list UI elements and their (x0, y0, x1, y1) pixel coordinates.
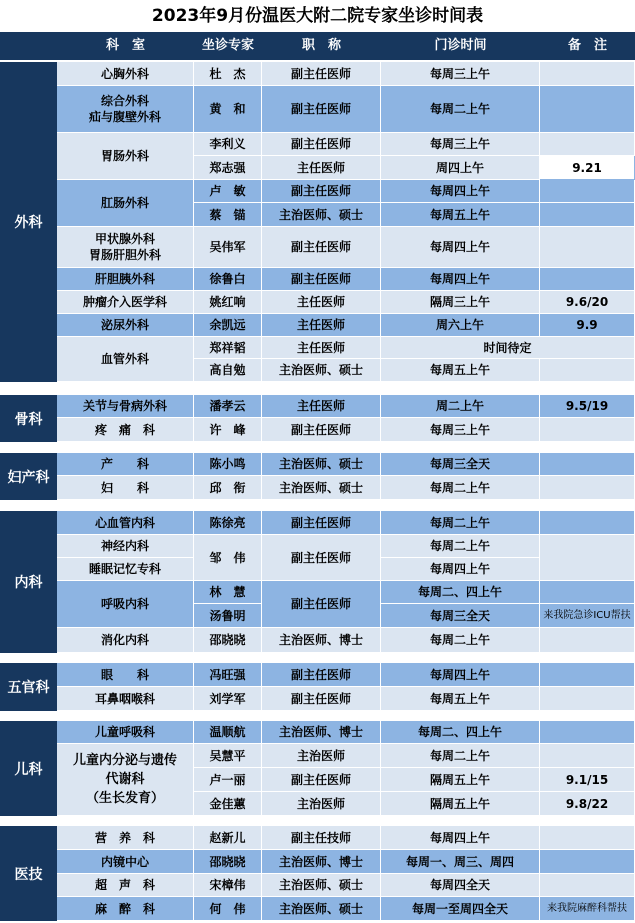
expert-cell: 冯旺强 (194, 663, 262, 687)
title-cell: 主任医师 (262, 291, 381, 314)
page-title: 2023年9月份温医大附二院专家坐诊时间表 (0, 0, 635, 31)
title-cell: 主任医师 (262, 337, 381, 359)
time-cell: 每周一、周三、周四 (381, 850, 540, 874)
section-wuguan (0, 663, 635, 711)
note-cell (540, 535, 635, 581)
note-cell (540, 744, 635, 768)
title-cell: 副主任医师 (262, 418, 381, 442)
section-label: 外科 (0, 62, 57, 382)
note-cell: 9.21 (540, 156, 635, 180)
time-cell: 每周三全天 (381, 604, 540, 628)
time-cell: 每周四上午 (381, 826, 540, 850)
dept-cell: 肿瘤介入医学科 (57, 291, 194, 314)
note-cell (540, 418, 635, 442)
time-cell: 隔周五上午 (381, 768, 540, 792)
note-cell (540, 180, 635, 203)
note-cell (540, 133, 635, 156)
time-cell: 每周二上午 (381, 535, 540, 558)
title-cell: 主治医师、硕士 (262, 476, 381, 500)
dept-cell: 神经内科 (57, 535, 194, 558)
note-cell (540, 874, 635, 897)
title-cell: 副主任医师 (262, 86, 381, 133)
title-cell: 副主任医师 (262, 663, 381, 687)
time-cell: 隔周五上午 (381, 792, 540, 816)
section-waike (0, 62, 635, 382)
time-cell: 每周三上午 (381, 418, 540, 442)
time-cell: 每周四上午 (381, 268, 540, 291)
expert-cell: 许 峰 (194, 418, 262, 442)
time-cell: 每周二、四上午 (381, 721, 540, 744)
note-cell: 9.1/15 (540, 768, 635, 792)
note-cell (540, 203, 635, 227)
section-label: 医技 (0, 826, 57, 921)
dept-cell: 超 声 科 (57, 874, 194, 897)
dept-cell: 肛肠外科 (57, 180, 194, 227)
time-cell: 隔周三上午 (381, 291, 540, 314)
dept-cell: 耳鼻咽喉科 (57, 687, 194, 711)
dept-cell: 关节与骨病外科 (57, 395, 194, 418)
expert-cell: 林 慧 (194, 581, 262, 604)
expert-cell: 潘孝云 (194, 395, 262, 418)
note-cell (540, 663, 635, 687)
header-dept: 科 室 (105, 38, 145, 53)
expert-cell: 金佳蕙 (194, 792, 262, 816)
expert-cell: 宋樟伟 (194, 874, 262, 897)
section-label: 五官科 (0, 663, 57, 711)
expert-cell: 郑祥韬 (194, 337, 262, 359)
expert-cell: 李利义 (194, 133, 262, 156)
time-cell: 每周四全天 (381, 874, 540, 897)
section-label: 儿科 (0, 721, 57, 816)
title-cell: 主治医师、博士 (262, 628, 381, 653)
section-guke (0, 395, 635, 442)
note-cell (540, 476, 635, 500)
expert-cell: 吴伟军 (194, 227, 262, 268)
header-time: 门诊时间 (434, 38, 487, 53)
title-cell: 主治医师、硕士 (262, 453, 381, 476)
expert-cell: 邱 衔 (194, 476, 262, 500)
note-cell (540, 850, 635, 874)
dept-cell: 麻 醉 科 (57, 897, 194, 921)
dept-cell: 内镜中心 (57, 850, 194, 874)
dept-cell: 儿童呼吸科 (57, 721, 194, 744)
dept-cell: 睡眠记忆专科 (57, 558, 194, 581)
section-label: 内科 (0, 511, 57, 653)
title-cell: 副主任医师 (262, 581, 381, 628)
note-cell (540, 453, 635, 476)
expert-cell: 徐鲁白 (194, 268, 262, 291)
expert-cell: 卢一丽 (194, 768, 262, 792)
note-cell (540, 86, 635, 133)
expert-cell: 陈徐亮 (194, 511, 262, 535)
title-cell: 主治医师 (262, 792, 381, 816)
time-cell: 每周三上午 (381, 133, 540, 156)
title-cell: 副主任医师 (262, 535, 381, 581)
title-cell: 主任医师 (262, 314, 381, 337)
dept-cell: 呼吸内科 (57, 581, 194, 628)
expert-cell: 高自勉 (194, 359, 262, 382)
note-cell (540, 628, 635, 653)
time-cell: 每周二上午 (381, 628, 540, 653)
dept-cell: 消化内科 (57, 628, 194, 653)
time-cell: 每周二上午 (381, 86, 540, 133)
note-cell (540, 721, 635, 744)
title-cell: 副主任医师 (262, 268, 381, 291)
time-cell: 每周四上午 (381, 227, 540, 268)
time-cell: 每周五上午 (381, 359, 540, 382)
note-cell (540, 227, 635, 268)
dept-cell: 心血管内科 (57, 511, 194, 535)
title-cell: 主治医师、硕士 (262, 897, 381, 921)
dept-cell: 肝胆胰外科 (57, 268, 194, 291)
note-cell (540, 826, 635, 850)
time-cell: 每周一至周四全天 (381, 897, 540, 921)
note-cell (540, 268, 635, 291)
time-cell: 每周二上午 (381, 511, 540, 535)
note-cell: 9.8/22 (540, 792, 635, 816)
dept-cell: 心胸外科 (57, 62, 194, 86)
dept-cell: 泌尿外科 (57, 314, 194, 337)
dept-cell: 血管外科 (57, 337, 194, 382)
dept-cell: 儿童内分泌与遗传 代谢科 （生长发育） (57, 744, 194, 816)
expert-cell: 邹 伟 (194, 535, 262, 581)
time-cell: 每周二上午 (381, 744, 540, 768)
expert-cell: 吴慧平 (194, 744, 262, 768)
time-cell: 时间待定 (381, 337, 635, 359)
expert-cell: 汤鲁明 (194, 604, 262, 628)
time-cell: 周四上午 (381, 156, 540, 180)
section-fuchan (0, 453, 635, 500)
table-header (0, 32, 635, 60)
dept-cell: 疼 痛 科 (57, 418, 194, 442)
title-cell: 主治医师、硕士 (262, 203, 381, 227)
dept-cell: 妇 科 (57, 476, 194, 500)
title-cell: 副主任技师 (262, 826, 381, 850)
time-cell: 每周二上午 (381, 476, 540, 500)
header-title: 职 称 (301, 38, 341, 53)
note-cell: 9.5/19 (540, 395, 635, 418)
expert-cell: 郑志强 (194, 156, 262, 180)
title-cell: 副主任医师 (262, 180, 381, 203)
expert-cell: 蔡 锚 (194, 203, 262, 227)
note-cell: 9.9 (540, 314, 635, 337)
note-cell (540, 511, 635, 535)
title-cell: 主任医师 (262, 156, 381, 180)
dept-cell: 产 科 (57, 453, 194, 476)
time-cell: 每周四上午 (381, 180, 540, 203)
title-cell: 副主任医师 (262, 687, 381, 711)
section-label: 骨科 (0, 395, 57, 442)
title-cell: 主治医师、硕士 (262, 359, 381, 382)
section-yiji (0, 826, 635, 921)
note-cell: 9.6/20 (540, 291, 635, 314)
dept-cell: 胃肠外科 (57, 133, 194, 180)
time-cell: 每周三上午 (381, 62, 540, 86)
title-cell: 主治医师、博士 (262, 850, 381, 874)
expert-cell: 赵新儿 (194, 826, 262, 850)
expert-cell: 杜 杰 (194, 62, 262, 86)
title-cell: 主治医师、硕士 (262, 874, 381, 897)
note-cell: 来我院急诊ICU帮扶 (540, 604, 635, 628)
note-cell (540, 62, 635, 86)
title-cell: 主治医师 (262, 744, 381, 768)
expert-cell: 刘学军 (194, 687, 262, 711)
expert-cell: 卢 敏 (194, 180, 262, 203)
note-cell (540, 359, 635, 382)
time-cell: 周二上午 (381, 395, 540, 418)
expert-cell: 陈小鸣 (194, 453, 262, 476)
header-expert: 坐诊专家 (201, 38, 254, 53)
expert-cell: 姚红响 (194, 291, 262, 314)
time-cell: 每周四上午 (381, 558, 540, 581)
dept-cell: 眼 科 (57, 663, 194, 687)
header-note: 备 注 (567, 38, 607, 53)
note-cell (540, 581, 635, 604)
expert-cell: 何 伟 (194, 897, 262, 921)
note-cell (540, 687, 635, 711)
note-cell: 来我院麻醉科帮扶 (540, 897, 635, 921)
section-erke (0, 721, 635, 816)
time-cell: 每周二、四上午 (381, 581, 540, 604)
time-cell: 每周四上午 (381, 663, 540, 687)
section-label: 妇产科 (0, 453, 57, 500)
expert-cell: 余凯远 (194, 314, 262, 337)
time-cell: 周六上午 (381, 314, 540, 337)
title-cell: 副主任医师 (262, 62, 381, 86)
title-cell: 副主任医师 (262, 227, 381, 268)
time-cell: 每周五上午 (381, 687, 540, 711)
title-cell: 副主任医师 (262, 768, 381, 792)
section-neike (0, 511, 635, 653)
dept-cell: 甲状腺外科 胃肠肝胆外科 (57, 227, 194, 268)
expert-cell: 邵晓晓 (194, 850, 262, 874)
time-cell: 每周五上午 (381, 203, 540, 227)
expert-cell: 黄 和 (194, 86, 262, 133)
title-cell: 主治医师、博士 (262, 721, 381, 744)
dept-cell: 综合外科 疝与腹壁外科 (57, 86, 194, 133)
title-cell: 主任医师 (262, 395, 381, 418)
dept-cell: 营 养 科 (57, 826, 194, 850)
expert-cell: 邵晓晓 (194, 628, 262, 653)
title-cell: 副主任医师 (262, 511, 381, 535)
time-cell: 每周三全天 (381, 453, 540, 476)
expert-cell: 温顺航 (194, 721, 262, 744)
title-cell: 副主任医师 (262, 133, 381, 156)
